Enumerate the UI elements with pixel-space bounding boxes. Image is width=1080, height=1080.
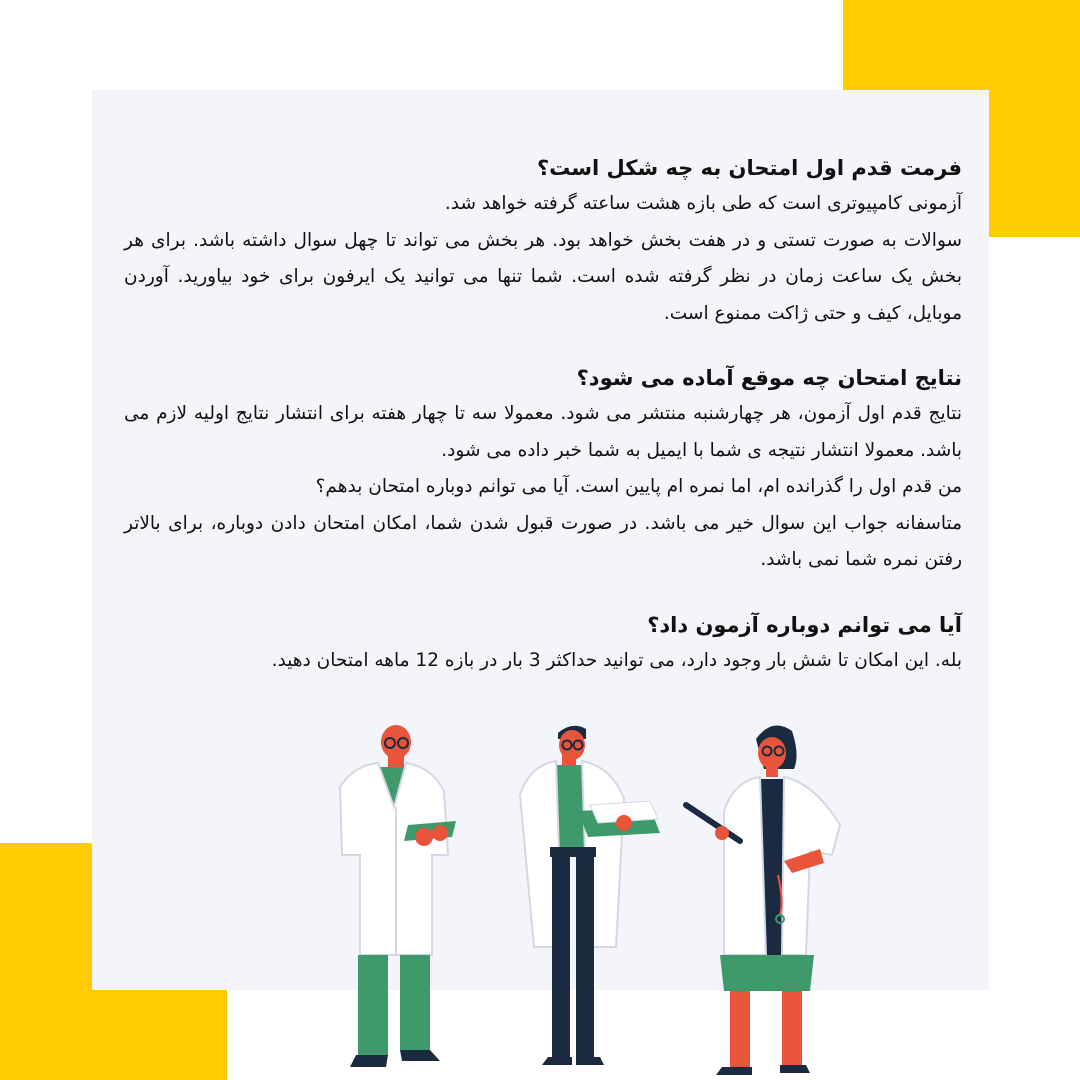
doctor-woman-stethoscope-icon <box>686 726 840 1075</box>
section-paragraph: سوالات به صورت تستی و در هفت بخش خواهد بود. هر بخش می تواند تا چهل سوال داشته باشد. برای هر بخش یک ساعت زمان در نظر گرفته شده است. شما تنها می توانید یک ایرفون برای خود بیاورید. آوردن موبایل، کیف و حتی ژاکت ممنوع است. <box>124 229 962 324</box>
section-paragraph: نتایج قدم اول آزمون، هر چهارشنبه منتشر می شود. معمولا سه تا چهار هفته برای انتشار نتایج اولیه لازم می باشد. معمولا انتشار نتیجه ی شما با ایمیل به شما خبر داده می شود. <box>124 403 962 461</box>
faq-section-retake <box>124 607 962 680</box>
faq-content <box>124 150 962 707</box>
section-paragraph: بله. این امکان تا شش بار وجود دارد، می توانید حداکثر 3 بار در بازه 12 ماهه امتحان دهید. <box>271 649 962 671</box>
section-paragraph: متاسفانه جواب این سوال خیر می باشد. در صورت قبول شدن شما، امکان امتحان دادن دوباره، برای بالاتر رفتن نمره شما نمی باشد. <box>124 512 962 570</box>
section-heading: آیا می توانم دوباره آزمون داد؟ <box>647 612 962 637</box>
section-heading: فرمت قدم اول امتحان به چه شکل است؟ <box>536 156 962 180</box>
section-paragraph: آزمونی کامپیوتری است که طی بازه هشت ساعته گرفته خواهد شد. <box>444 193 962 214</box>
section-paragraph: من قدم اول را گذرانده ام، اما نمره ام پایین است. آیا می توانم دوباره امتحان بدهم؟ <box>315 476 962 497</box>
doctors-illustration <box>320 715 860 1080</box>
section-heading: نتایج امتحان چه موقع آماده می شود؟ <box>576 366 962 390</box>
faq-section-format <box>124 150 962 332</box>
faq-section-results <box>124 360 962 579</box>
doctor-bald-glasses-icon <box>340 725 456 1067</box>
doctor-phone-clipboard-icon <box>520 726 660 1065</box>
